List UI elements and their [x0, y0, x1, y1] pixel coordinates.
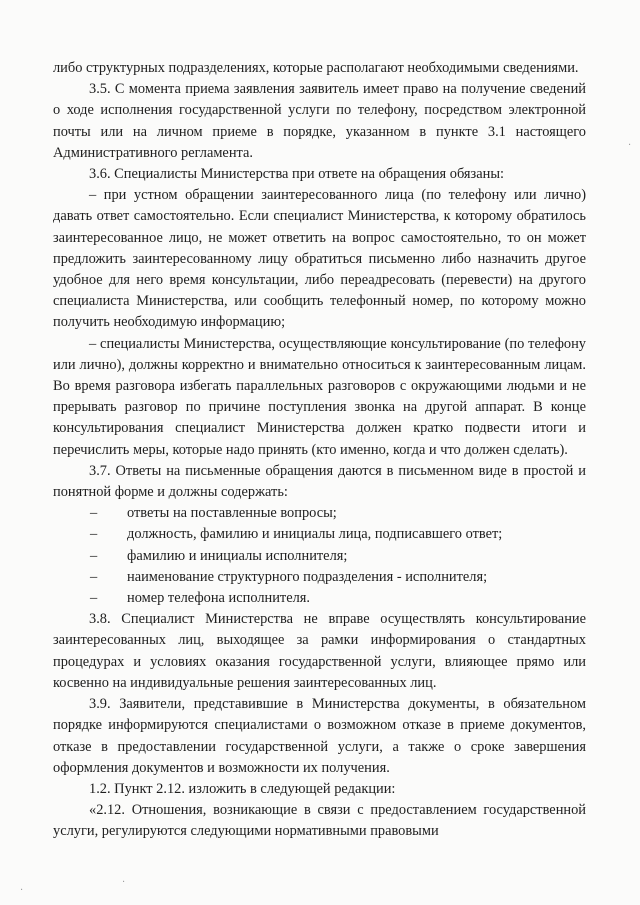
dash-marker: – — [90, 568, 98, 585]
list-item — [53, 567, 586, 588]
paragraph-2-12: «2.12. Отношения, возникающие в связи с предоставлением государственной услуги, регулируются следующими нормативными правовыми — [53, 802, 586, 840]
scan-speck: · — [628, 140, 632, 151]
dash-marker: – — [90, 526, 98, 543]
paragraph-continuation: либо структурных подразделениях, которые располагают необходимыми сведениями. — [53, 60, 579, 76]
paragraph-3-7: 3.7. Ответы на письменные обращения даются в письменном виде в простой и понятной форме и должны содержать: — [53, 462, 586, 501]
list-item-text: ответы на поставленные вопросы; — [127, 505, 337, 522]
paragraph-3-8: 3.8. Специалист Министерства не вправе осуществлять консультирование заинтересованных лиц, выходящее за рамки информирования о стандартных процедурах и условиях оказания государственной услуги, влияющее прямо или косвенно на индивидуальные решения заинтересованных лиц. — [53, 611, 586, 691]
list-item — [53, 524, 586, 545]
paragraph-1-2: 1.2. Пункт 2.12. изложить в следующей редакции: — [89, 780, 396, 797]
dash-marker: – — [90, 547, 98, 564]
paragraph-3-5: 3.5. С момента приема заявления заявитель имеет право на получение сведений о ходе исполнения государственной услуги по телефону, посредством электронной почты или на личном приеме в порядке, указанном в пункте 3.1 настоящего Административного регламента. — [53, 81, 586, 161]
paragraph-3-9: 3.9. Заявители, представившие в Министерства документы, в обязательном порядке информируются специалистами о возможном отказе в приеме документов, отказе в предоставлении государственной услуги, а также о сроке завершения оформления документов и возможности их получения. — [53, 696, 586, 776]
scan-speck: · — [122, 877, 126, 888]
list-item — [53, 588, 586, 609]
dash-marker: – — [90, 590, 98, 607]
list-item — [53, 503, 586, 524]
list-item-text: фамилию и инициалы исполнителя; — [127, 547, 348, 564]
document-body — [53, 58, 586, 843]
list-item-text: номер телефона исполнителя. — [127, 590, 310, 607]
list-item — [53, 546, 586, 567]
paragraph-3-6-item-2: – специалисты Министерства, осуществляющие консультирование (по телефону или лично), должны корректно и внимательно относиться к заинтересованным лицам. Во время разговора избегать параллельных разговоров с окружающими людьми и не прерывать разговор по причине поступления звонка на другой аппарат. В конце консультирования специалист Министерства должен кратко подвести итоги и перечислить меры, которые надо принять (кто именно, когда и что должен сделать). — [53, 335, 586, 458]
paragraph-3-6-item-1: – при устном обращении заинтересованного лица (по телефону или лично) давать ответ самостоятельно. Если специалист Министерства, к которому обратилось заинтересованное лицо, не может ответить на вопрос самостоятельно, то он может предложить заинтересованному лицу обратиться письменно либо назначить другое удобное для него время консультации, либо переадресовать (перевести) на другого специалиста Министерства, или сообщить телефонный номер, по которому можно получить необходимую информацию; — [53, 187, 586, 331]
dash-marker: – — [90, 505, 98, 522]
scan-speck: · — [20, 885, 24, 896]
paragraph-3-6: 3.6. Специалисты Министерства при ответе на обращения обязаны: — [89, 166, 504, 183]
list-item-text: наименование структурного подразделения - исполнителя; — [127, 568, 488, 585]
list-item-text: должность, фамилию и инициалы лица, подписавшего ответ; — [127, 526, 503, 543]
